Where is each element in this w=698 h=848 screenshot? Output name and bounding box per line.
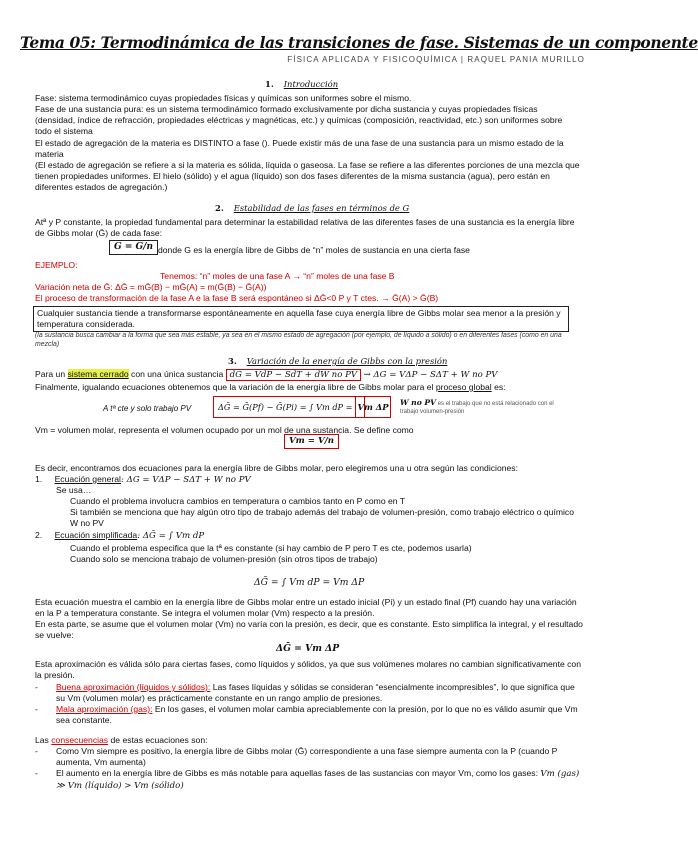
gibbs-differential-equation: dG = VdP − SdT + dW no PV <box>226 369 361 381</box>
stability-paragraph: Atª y P constante, la propiedad fundamental para determinar la estabilidad relativa de las diferentes fases de una sustancia es la energía libre de Gibbs molar (Ḡ) de cada fase: <box>35 217 575 238</box>
intro-paragraph-1: Fase: sistema termodinámico cuyas propiedades físicas y químicas son uniformes sobre el mismo. <box>35 93 412 103</box>
bad-approximation-text: En los gases, el volumen molar cambia apreciablemente con la presión, por lo que no es válido asumir que Vm sea constante. <box>56 704 578 725</box>
text: con una única sustancia <box>131 369 224 379</box>
good-approximation-text: Las fases líquidas y sólidas se consideran “esencialmente incompresibles”, lo que significa que su Vm (volumen molar) es prácticamente constante en un rango amplio de presiones. <box>56 682 575 703</box>
constant-volume-explanation: En esta parte, se asume que el volumen molar (Vm) no varía con la presión, es decir, que es constante. Esto simplifica la integral, y el resultado se vuelve: <box>35 619 583 640</box>
molar-gibbs-global-equation: ΔḠ = Ḡ(Pf) − Ḡ(Pi) = ∫ Vm dP = <box>213 396 365 418</box>
simplified-result-equation: ΔḠ = Vm ΔP <box>276 643 340 654</box>
bullet-dash: - <box>35 704 38 714</box>
usage-label: Se usa… <box>56 485 92 495</box>
underlined-text: proceso global <box>435 382 492 392</box>
molar-volume-definition: Vm = volumen molar, representa el volumen ocupado por un mol de una sustancia. Se define como <box>35 425 414 435</box>
text: es: <box>494 382 506 392</box>
example-line-2: Variación neta de Ḡ: ΔḠ = mḠ(B) − mḠ(A) = m(Ḡ(B) − Ḡ(A)) <box>35 282 267 292</box>
section-title: Introducción <box>283 79 339 89</box>
list-number: 1. <box>35 474 43 484</box>
bad-approximation-label: Mala aproximación (gas): <box>56 704 153 714</box>
section-number: 1. <box>265 79 274 89</box>
equation-general-title: Ecuación general <box>54 474 121 484</box>
document-title: Tema 05: Termodinámica de las transiciones de fase. Sistemas de un componente <box>20 33 698 52</box>
formula-description: donde G es la energía libre de Gibbs de “n” moles de sustancia en una cierta fase <box>158 245 470 255</box>
molar-gibbs-formula: Ḡ = G/n <box>109 240 158 255</box>
section-number: 2. <box>215 203 224 213</box>
condition-label: A tª cte y solo trabajo PV <box>103 404 192 413</box>
section-heading-1 <box>265 79 338 90</box>
molar-volume-formula: Vm = V/n <box>284 434 339 449</box>
molar-volume-comparison: Vm (gas) ≫ Vm (líquido) > Vm (sólido) <box>56 769 580 791</box>
consequence-item-2 <box>35 768 580 792</box>
no-pv-work-explanation: es el trabajo que no está relacionado con el trabajo volumen-presión <box>400 401 554 415</box>
bullet-dash: - <box>35 682 38 692</box>
consequence-text-1: Como Vm siempre es positivo, la energía libre de Gibbs molar (Ḡ) correspondiente a una fase siempre aumenta con la P (cuando P aumenta, Vm aumenta) <box>56 746 558 767</box>
text: Las <box>35 735 49 745</box>
consequence-text-2: El aumento en la energía libre de Gibbs es más notable para aquellas fases de las sustancias con mayor Vm, como los gases: <box>56 768 538 778</box>
equation-simplified-title: Ecuación simplificada <box>54 530 138 540</box>
example-line-3: El proceso de transformación de la fase A e la fase B será espontáneo si ΔḠ<0 P y T ctes. → Ḡ(A) > Ḡ(B) <box>35 293 439 303</box>
intro-paragraph-4: (El estado de agregación se refiere a si la materia es sólida, líquida o gaseosa. La fase se refiere a las diferentes porciones de una mezcla que tienen propiedades uniformes. El hielo (sólido) y el agua (líquido) son dos fases diferentes de la misma sustancia (agua), pero están en diferentes estados de agregación.) <box>35 160 580 192</box>
section-title: Variación de la energía de Gibbs con la presión <box>246 356 448 366</box>
integral-equation: ΔḠ = ∫ Vm dP = Vm ΔP <box>254 577 365 588</box>
section-heading-2 <box>215 203 409 214</box>
approximation-validity: Esta aproximación es válida sólo para ciertas fases, como líquidos y sólidos, ya que sus volúmenes molares no cambian significativamente con la presión. <box>35 659 581 680</box>
equation-simplified-item <box>35 530 204 542</box>
bullet-dash: - <box>35 768 38 778</box>
equation-simplified-formula: : ΔḠ = ∫ Vm dP <box>137 531 205 541</box>
example-label: EJEMPLO: <box>35 260 78 270</box>
document-subtitle: FÍSICA APLICADA Y FISICOQUÍMICA | RAQUEL PANIA MURILLO <box>287 55 585 64</box>
example-line-1: Tenemos: “n” moles de una fase A → “n” moles de una fase B <box>160 271 395 281</box>
consequences-label: consecuencias <box>51 735 109 745</box>
general-usage-2: Si también se menciona que hay algún otro tipo de trabajo además del trabajo de volumen-presión, como trabajo eléctrico o químico W no PV <box>70 507 574 528</box>
highlight-closed-system: sistema cerrado <box>67 369 129 379</box>
intro-paragraph-2: Fase de una sustancia pura: es un sistema termodinámico formado exclusivamente por dicha sustancia y cuyas propiedades físicas (densidad, índice de refracción, propiedades eléctricas y magnéticas, etc.) y químicas (composición, reactividad, etc.) son uniformes sobre todo el sistema <box>35 104 563 136</box>
text: Para un <box>35 369 66 379</box>
text: Finalmente, igualando ecuaciones obtenemos que la variación de la energía libre de Gibbs molar para el <box>35 382 434 392</box>
section-number: 3. <box>228 356 237 366</box>
simplified-usage-2: Cuando solo se menciona trabajo de volumen-presión (sin otros tipos de trabajo) <box>70 554 378 564</box>
global-process-line <box>35 382 506 393</box>
equation-explanation: Esta ecuación muestra el cambio en la energía libre de Gibbs molar entre un estado inicial (Pi) y un estado final (Pf) cuando hay una variación en la P a temperatura constante. Se integra el volumen molar (Vm) respecto a la presión. <box>35 597 577 618</box>
simplified-usage-1: Cuando el problema especifica que la tª es constante (si hay cambio de P pero T es cte, podemos usarla) <box>70 543 472 553</box>
consequences-line <box>35 735 207 746</box>
closed-system-line <box>35 369 498 381</box>
bad-approximation-item <box>35 704 580 726</box>
section-heading-3 <box>228 356 447 367</box>
stability-note: (la sustancia busca cambiar a la forma que sea más estable, ya sea en el mismo estado de agregación (por ejemplo, de líquido a sólido) o en diferentes fases (como en una mezcla) <box>35 332 562 348</box>
text: de estas ecuaciones son: <box>110 735 208 745</box>
gibbs-finite-equation: → ΔG = VΔP − SΔT + W no PV <box>363 370 498 380</box>
consequence-item-1 <box>35 746 580 768</box>
intro-paragraph-3: El estado de agregación de la materia es DISTINTO a fase (). Puede existir más de una fase de una sustancia para un mismo estado de la materia <box>35 138 564 159</box>
key-principle-box: Cualquier sustancia tiende a transformarse espontáneamente en aquella fase cuya energía libre de Gibbs molar sea menor a la presión y temperatura considerada. <box>33 306 569 332</box>
vm-dp-result-box: Vm ΔP <box>355 396 391 418</box>
equation-general-formula: : ΔG = VΔP − SΔT + W no PV <box>120 475 251 485</box>
bullet-dash: - <box>35 746 38 756</box>
section-title: Estabilidad de las fases en términos de G <box>233 203 410 213</box>
list-number: 2. <box>35 530 43 540</box>
two-equations-intro: Es decir, encontramos dos ecuaciones para la energía libre de Gibbs molar, pero elegiremos una u otra según las condiciones: <box>35 463 518 473</box>
good-approximation-item <box>35 682 580 704</box>
general-usage-1: Cuando el problema involucra cambios en temperatura o cambios tanto en P como en T <box>70 496 406 506</box>
no-pv-work-note <box>400 398 560 416</box>
good-approximation-label: Buena aproximación (líquidos y sólidos): <box>56 682 211 692</box>
no-pv-work-symbol: W no PV <box>400 398 437 407</box>
